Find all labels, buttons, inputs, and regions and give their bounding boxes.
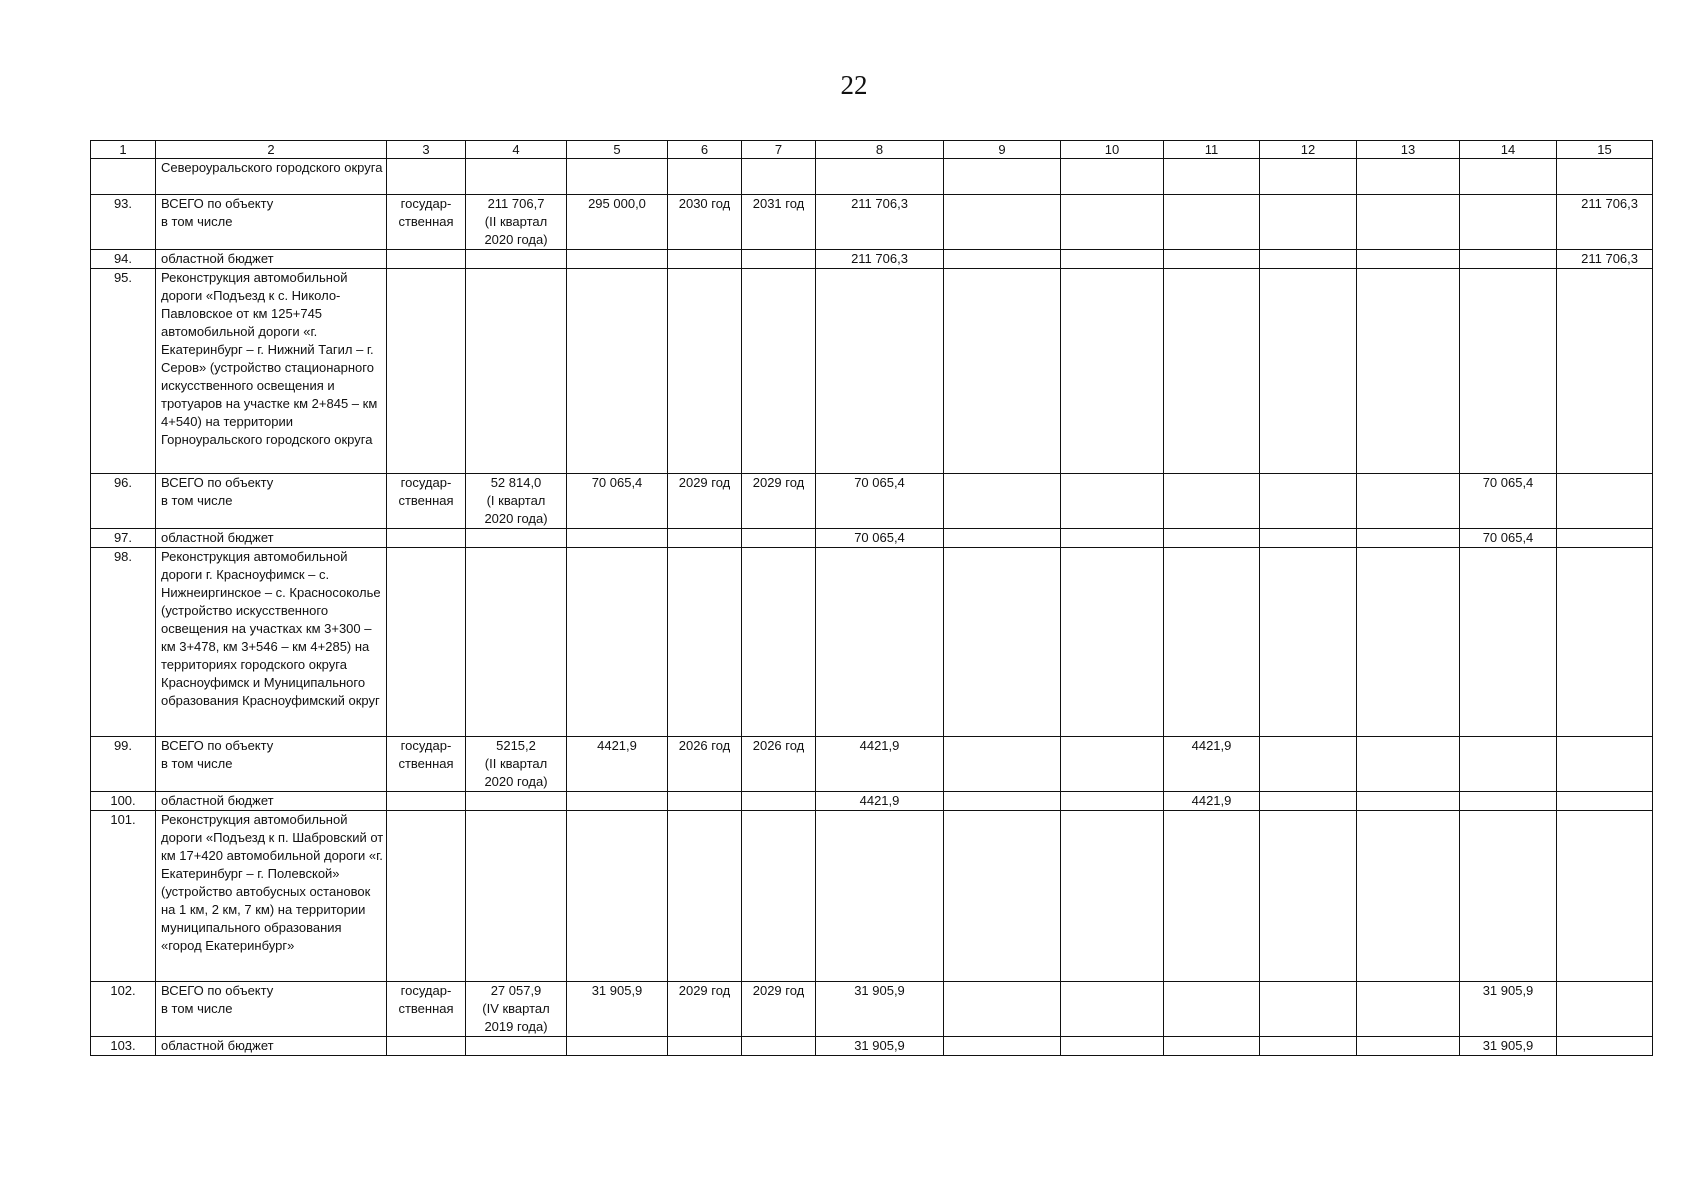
cell-c3 [387,269,466,474]
cell-num: 95. [91,269,156,474]
column-header-11: 11 [1164,141,1260,159]
cell-c11 [1164,811,1260,982]
cell-c8: 70 065,4 [816,529,944,548]
cell-c14 [1460,250,1557,269]
cell-c6 [668,811,742,982]
cell-name: областной бюджет [156,250,387,269]
cell-c13 [1357,474,1460,529]
cell-c15 [1557,529,1653,548]
cell-c9 [944,159,1061,195]
cell-c10 [1061,195,1164,250]
cell-c12 [1260,792,1357,811]
table-body [91,159,1653,1056]
cell-c5: 70 065,4 [567,474,668,529]
cell-c11: 4421,9 [1164,792,1260,811]
cell-c9 [944,1037,1061,1056]
cell-c6: 2029 год [668,982,742,1037]
cell-name: областной бюджет [156,792,387,811]
cell-c4 [466,159,567,195]
table-row [91,269,1653,474]
column-header-6: 6 [668,141,742,159]
cell-c14 [1460,792,1557,811]
cell-c5 [567,548,668,737]
cell-c15 [1557,159,1653,195]
cell-c13 [1357,982,1460,1037]
cell-c3 [387,811,466,982]
cell-c14 [1460,269,1557,474]
cell-c12 [1260,548,1357,737]
cell-c4 [466,1037,567,1056]
cell-c14 [1460,737,1557,792]
cell-c13 [1357,548,1460,737]
cell-c9 [944,250,1061,269]
cell-c11 [1164,159,1260,195]
cell-c7 [742,250,816,269]
cell-c13 [1357,811,1460,982]
cell-c8: 70 065,4 [816,474,944,529]
table-row [91,159,1653,195]
cell-c7 [742,529,816,548]
cell-c15 [1557,269,1653,474]
cell-c9 [944,548,1061,737]
cell-c11 [1164,1037,1260,1056]
cell-c5 [567,529,668,548]
cell-c8 [816,269,944,474]
cell-c14: 31 905,9 [1460,982,1557,1037]
cell-c12 [1260,737,1357,792]
cell-name: ВСЕГО по объекту в том числе [156,737,387,792]
cell-c12 [1260,529,1357,548]
cell-c13 [1357,1037,1460,1056]
cell-c15 [1557,474,1653,529]
cell-c6 [668,250,742,269]
cell-c8 [816,811,944,982]
cell-c7 [742,811,816,982]
cell-c6: 2026 год [668,737,742,792]
cell-c11 [1164,250,1260,269]
cell-c4: 211 706,7 (II квартал 2020 года) [466,195,567,250]
column-header-1: 1 [91,141,156,159]
cell-c10 [1061,737,1164,792]
cell-c3 [387,159,466,195]
cell-c8: 31 905,9 [816,1037,944,1056]
cell-num: 99. [91,737,156,792]
cell-name: ВСЕГО по объекту в том числе [156,474,387,529]
cell-c10 [1061,250,1164,269]
cell-name: Реконструкция автомобильной дороги г. Красноуфимск – с. Нижнеиргинское – с. Красносоколье (устройство искусственного освещения на участках км 3+300 – км 3+478, км 3+546 – км 4+285) на территориях городского округа Красноуфимск и Муниципального образования Красноуфимский округ [156,548,387,737]
column-header-4: 4 [466,141,567,159]
cell-c11 [1164,474,1260,529]
cell-c8: 31 905,9 [816,982,944,1037]
cell-c11 [1164,529,1260,548]
cell-c11 [1164,269,1260,474]
column-header-10: 10 [1061,141,1164,159]
cell-c13 [1357,737,1460,792]
cell-c11 [1164,982,1260,1037]
cell-c7: 2029 год [742,982,816,1037]
cell-c6 [668,548,742,737]
column-header-13: 13 [1357,141,1460,159]
table-row [91,737,1653,792]
cell-num: 93. [91,195,156,250]
header-row [91,141,1653,159]
cell-c3: государ- ственная [387,474,466,529]
cell-c12 [1260,982,1357,1037]
cell-c5: 4421,9 [567,737,668,792]
cell-c13 [1357,250,1460,269]
cell-c5 [567,269,668,474]
column-header-7: 7 [742,141,816,159]
cell-c5 [567,811,668,982]
cell-c7 [742,269,816,474]
cell-c3 [387,529,466,548]
column-header-5: 5 [567,141,668,159]
cell-c6 [668,159,742,195]
cell-c3 [387,548,466,737]
column-header-3: 3 [387,141,466,159]
cell-c5 [567,250,668,269]
cell-c3: государ- ственная [387,195,466,250]
cell-c4 [466,250,567,269]
cell-c4 [466,811,567,982]
table-row [91,474,1653,529]
column-header-14: 14 [1460,141,1557,159]
cell-c7: 2026 год [742,737,816,792]
cell-num: 97. [91,529,156,548]
cell-c7: 2029 год [742,474,816,529]
cell-c7 [742,548,816,737]
table-row [91,529,1653,548]
cell-c8 [816,159,944,195]
cell-c15 [1557,792,1653,811]
cell-c12 [1260,474,1357,529]
cell-name: Североуральского городского округа [156,159,387,195]
cell-c10 [1061,269,1164,474]
cell-c5: 31 905,9 [567,982,668,1037]
cell-c12 [1260,1037,1357,1056]
table-row [91,250,1653,269]
cell-num: 96. [91,474,156,529]
table-row [91,548,1653,737]
cell-c7 [742,159,816,195]
cell-c6 [668,1037,742,1056]
cell-c12 [1260,250,1357,269]
column-header-2: 2 [156,141,387,159]
cell-c13 [1357,529,1460,548]
cell-c8: 4421,9 [816,737,944,792]
cell-c9 [944,195,1061,250]
cell-num [91,159,156,195]
cell-c8: 211 706,3 [816,195,944,250]
page-number: 22 [840,70,868,100]
cell-c6 [668,269,742,474]
cell-c8 [816,548,944,737]
cell-num: 103. [91,1037,156,1056]
cell-num: 102. [91,982,156,1037]
cell-num: 98. [91,548,156,737]
cell-c5: 295 000,0 [567,195,668,250]
cell-c9 [944,737,1061,792]
cell-c3: государ- ственная [387,737,466,792]
cell-c9 [944,269,1061,474]
table-row [91,1037,1653,1056]
cell-name: ВСЕГО по объекту в том числе [156,195,387,250]
cell-c12 [1260,159,1357,195]
cell-c14: 70 065,4 [1460,529,1557,548]
cell-num: 101. [91,811,156,982]
cell-c13 [1357,159,1460,195]
cell-c10 [1061,548,1164,737]
cell-c9 [944,811,1061,982]
cell-name: Реконструкция автомобильной дороги «Подъезд к с. Николо-Павловское от км 125+745 автомобильной дороги «г. Екатеринбург – г. Нижний Тагил – г. Серов» (устройство стационарного искусственного освещения и тротуаров на участке км 2+845 – км 4+540) на территории Горноуральского городского округа [156,269,387,474]
cell-c9 [944,792,1061,811]
cell-c11 [1164,195,1260,250]
cell-c15 [1557,548,1653,737]
cell-c15: 211 706,3 [1557,195,1653,250]
cell-c4: 5215,2 (II квартал 2020 года) [466,737,567,792]
cell-c10 [1061,159,1164,195]
cell-c15: 211 706,3 [1557,250,1653,269]
cell-c4 [466,529,567,548]
cell-c13 [1357,195,1460,250]
cell-name: областной бюджет [156,1037,387,1056]
cell-c15 [1557,737,1653,792]
cell-c14 [1460,195,1557,250]
cell-c7 [742,1037,816,1056]
column-header-12: 12 [1260,141,1357,159]
cell-c12 [1260,811,1357,982]
cell-num: 100. [91,792,156,811]
cell-c15 [1557,1037,1653,1056]
cell-c10 [1061,529,1164,548]
cell-name: ВСЕГО по объекту в том числе [156,982,387,1037]
cell-c11: 4421,9 [1164,737,1260,792]
cell-c9 [944,529,1061,548]
cell-c10 [1061,982,1164,1037]
table-row [91,982,1653,1037]
cell-c4 [466,792,567,811]
cell-c14: 70 065,4 [1460,474,1557,529]
cell-c4: 52 814,0 (I квартал 2020 года) [466,474,567,529]
table-row [91,792,1653,811]
column-header-9: 9 [944,141,1061,159]
cell-c6: 2030 год [668,195,742,250]
cell-c5 [567,792,668,811]
cell-c10 [1061,811,1164,982]
cell-c3 [387,1037,466,1056]
cell-c6: 2029 год [668,474,742,529]
cell-c8: 211 706,3 [816,250,944,269]
cell-c4 [466,548,567,737]
cell-c11 [1164,548,1260,737]
cell-c10 [1061,474,1164,529]
cell-c12 [1260,269,1357,474]
cell-c4 [466,269,567,474]
cell-c4: 27 057,9 (IV квартал 2019 года) [466,982,567,1037]
cell-c5 [567,159,668,195]
cell-c8: 4421,9 [816,792,944,811]
cell-c14 [1460,159,1557,195]
cell-c7: 2031 год [742,195,816,250]
cell-num: 94. [91,250,156,269]
cell-c15 [1557,982,1653,1037]
cell-c14: 31 905,9 [1460,1037,1557,1056]
cell-c9 [944,982,1061,1037]
cell-c7 [742,792,816,811]
budget-table [90,140,1653,1056]
table-row [91,195,1653,250]
table-row [91,811,1653,982]
cell-c5 [567,1037,668,1056]
column-header-15: 15 [1557,141,1653,159]
cell-c10 [1061,792,1164,811]
cell-c14 [1460,811,1557,982]
cell-name: Реконструкция автомобильной дороги «Подъезд к п. Шабровский от км 17+420 автомобильной дороги «г. Екатеринбург – г. Полевской» (устройство автобусных остановок на 1 км, 2 км, 7 км) на территории муниципального образования «город Екатеринбург» [156,811,387,982]
cell-c13 [1357,792,1460,811]
cell-c13 [1357,269,1460,474]
cell-c10 [1061,1037,1164,1056]
cell-c12 [1260,195,1357,250]
cell-c9 [944,474,1061,529]
cell-c3 [387,792,466,811]
cell-c6 [668,792,742,811]
cell-name: областной бюджет [156,529,387,548]
cell-c3: государ- ственная [387,982,466,1037]
cell-c14 [1460,548,1557,737]
column-header-8: 8 [816,141,944,159]
cell-c15 [1557,811,1653,982]
cell-c3 [387,250,466,269]
cell-c6 [668,529,742,548]
